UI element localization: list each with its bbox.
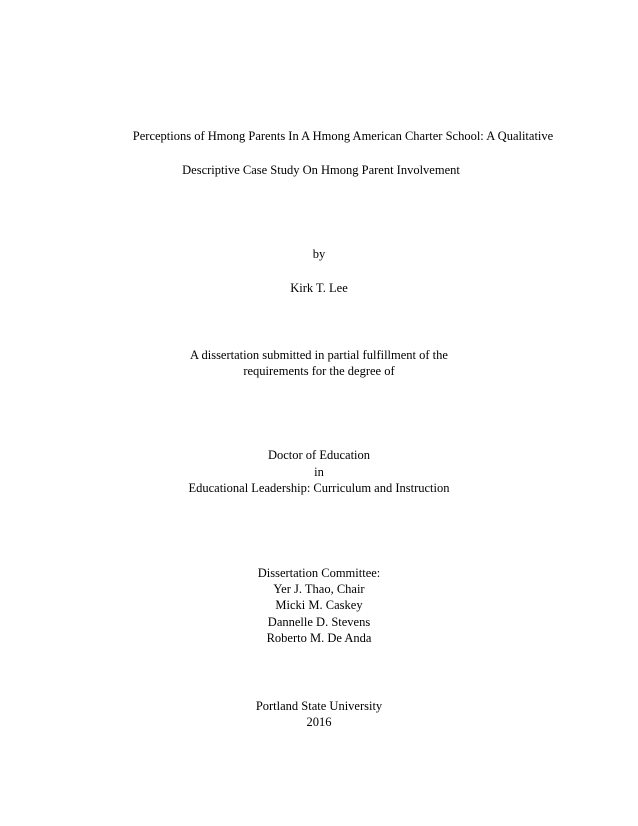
committee-member: Dannelle D. Stevens (267, 615, 371, 629)
publication-year: 2016 (306, 715, 332, 729)
degree-field: Educational Leadership: Curriculum and Instruction (188, 481, 450, 495)
committee-member: Roberto M. De Anda (266, 631, 372, 645)
degree-in: in (314, 465, 324, 479)
committee-member: Micki M. Caskey (275, 598, 363, 612)
university-name: Portland State University (255, 699, 383, 713)
dissertation-title-line-1: Perceptions of Hmong Parents In A Hmong American Charter School: A Qualitative (132, 129, 554, 143)
degree-name: Doctor of Education (267, 448, 371, 462)
byline-by: by (312, 247, 326, 261)
dissertation-title-line-2: Descriptive Case Study On Hmong Parent Involvement (182, 163, 460, 177)
submission-statement-line-2: requirements for the degree of (243, 364, 395, 378)
committee-label: Dissertation Committee: (257, 566, 381, 580)
committee-member: Yer J. Thao, Chair (273, 582, 365, 596)
submission-statement-line-1: A dissertation submitted in partial fulfillment of the (190, 348, 448, 362)
author-name: Kirk T. Lee (290, 281, 348, 295)
